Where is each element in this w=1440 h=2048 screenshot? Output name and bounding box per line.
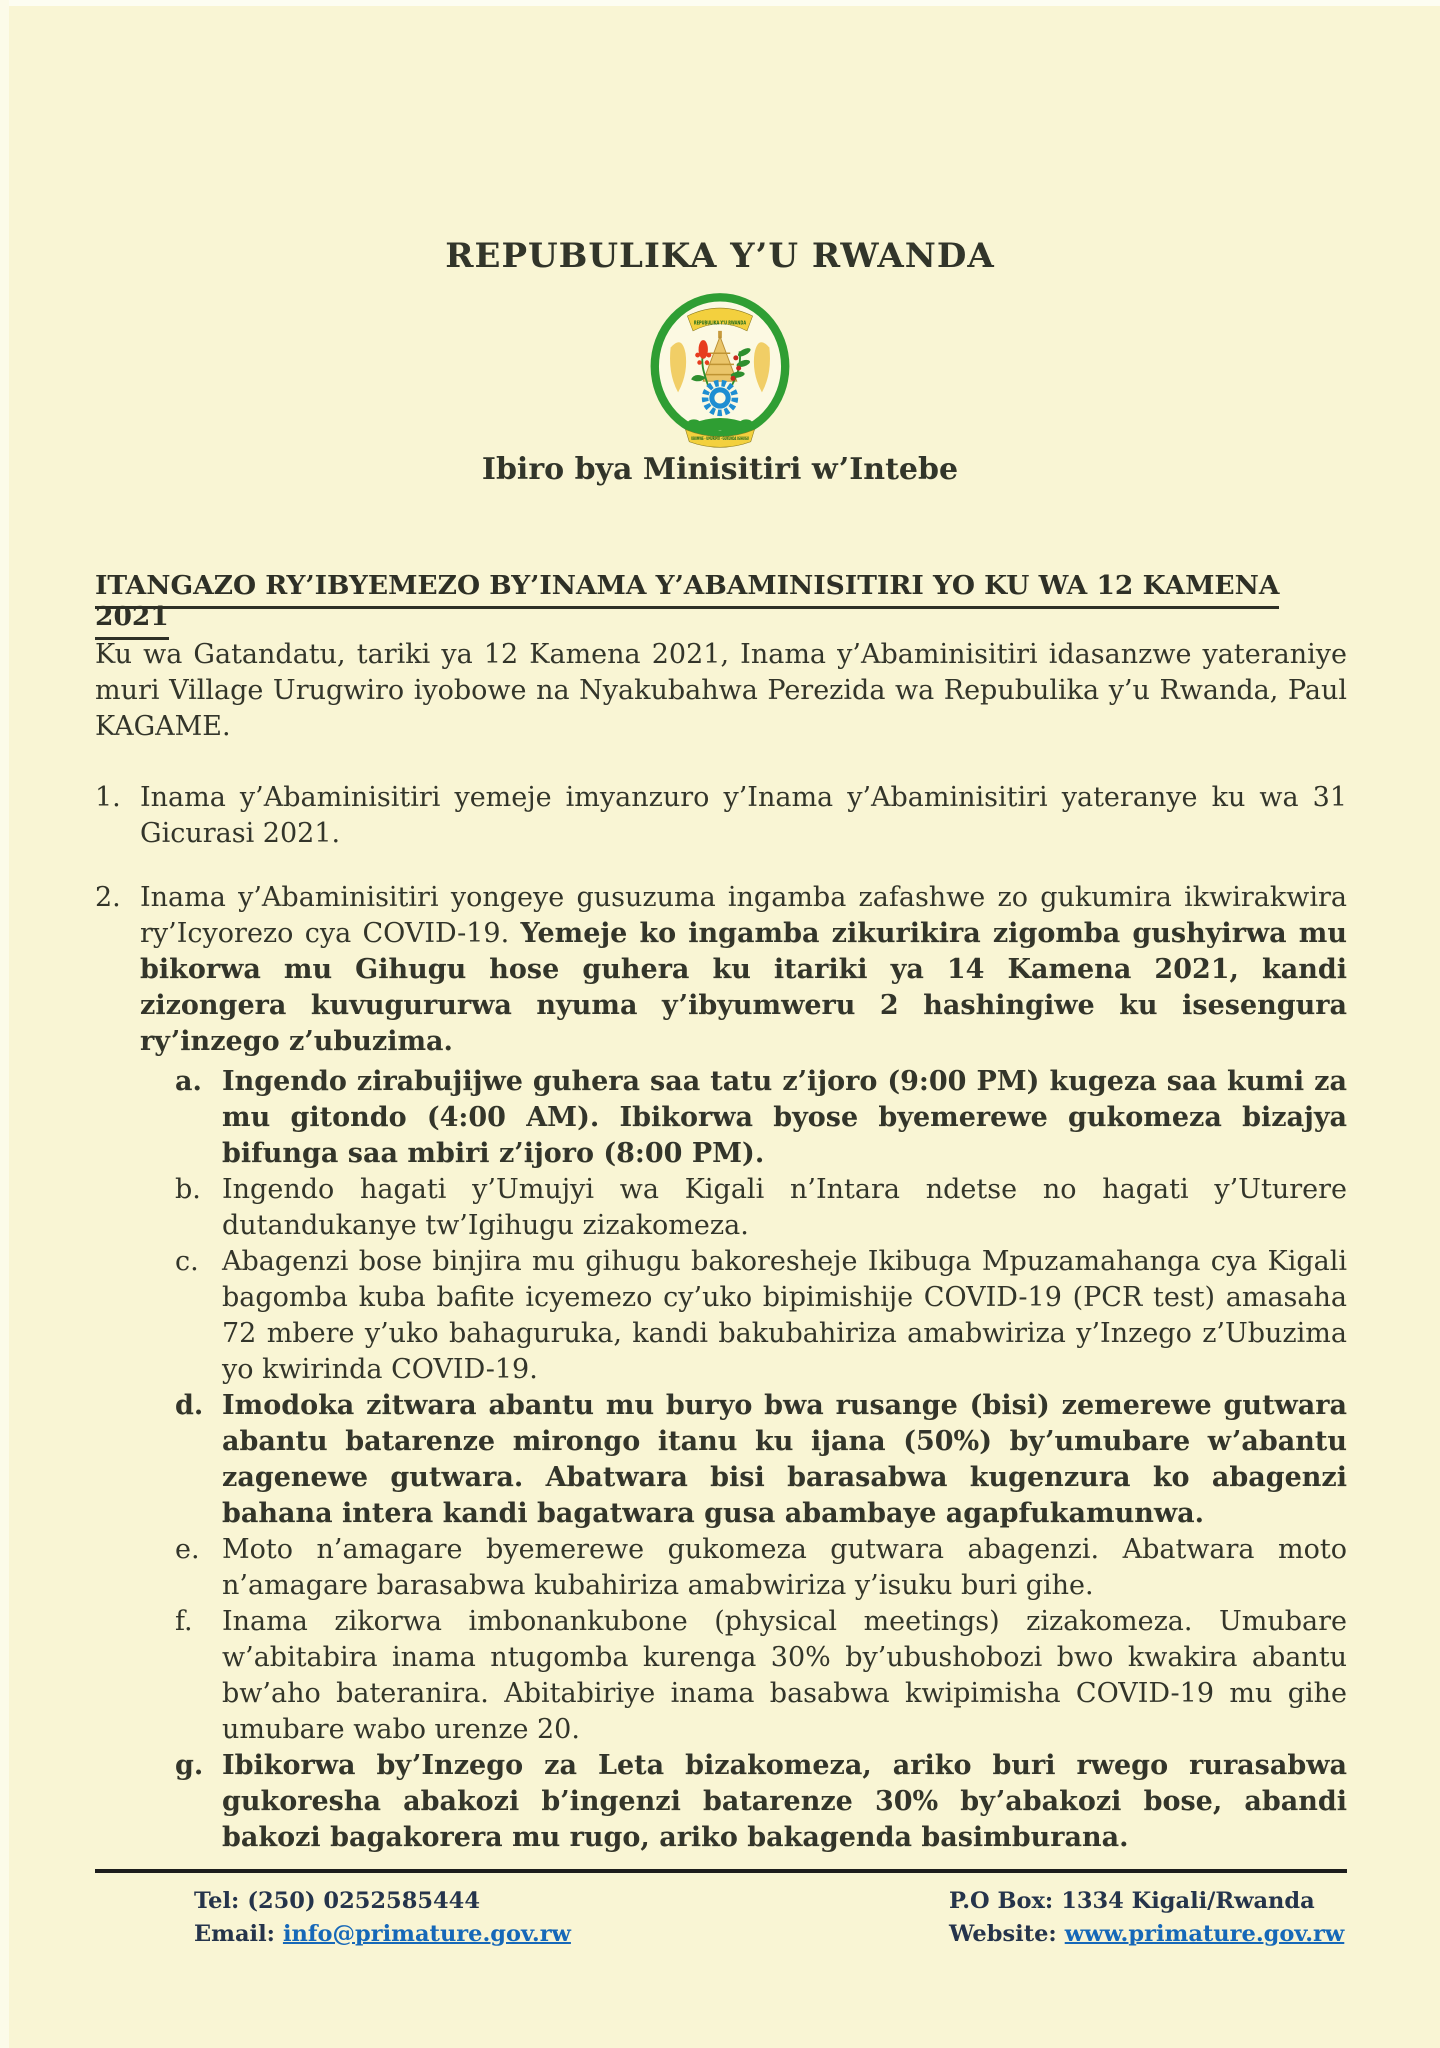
emblem-base-knot: [686, 418, 753, 432]
tel-value: (250) 0252585444: [247, 1888, 480, 1914]
pobox-value: 1334 Kigali/Rwanda: [1061, 1888, 1315, 1914]
item-text: [140, 880, 1347, 1060]
sub-item-letter: b.: [175, 1174, 201, 1205]
lettered-sublist: [175, 1064, 1347, 1856]
sub-item-text: Imodoka zitwara abantu mu buryo bwa rusange (bisi) zemerewe gutwara abantu batarenze mirongo itanu ku ijana (50%) by’umubare w’abantu zagenewe gutwara. Abatwara bisi barasabwa kugenzura ko abagenzi bahana intera kandi bagatwara gusa abambaye agapfukamunwa.: [222, 1390, 1347, 1529]
sub-item-letter: e.: [175, 1534, 200, 1565]
emblem-motto-text: UBUMWE · UMURIMO · GUKUNDA IGIHUGU: [691, 435, 749, 441]
sub-item-c: [175, 1244, 1347, 1388]
footer: [95, 1869, 1347, 2013]
sub-item-text: Abagenzi bose binjira mu gihugu bakoresheje Ikibuga Mpuzamahanga cya Kigali bagomba kuba bafite icyemezo cy’uko bipimishije COVID-19 (PCR test) amasaha 72 mbere y’uko bahaguruka, kandi bakubahiriza amabwiriza y’Inzego z’Ubuzima yo kwirinda COVID-19.: [222, 1246, 1347, 1385]
emblem-gear-center: [714, 392, 725, 403]
sub-item-g: [175, 1748, 1347, 1856]
numbered-item-1: [95, 780, 1347, 852]
item-number: 2.: [95, 882, 121, 913]
email-link[interactable]: info@primature.gov.rw: [282, 1921, 571, 1947]
footer-left-column: [194, 1885, 571, 1951]
tel-label: Tel:: [194, 1888, 240, 1914]
republic-title: REPUBULIKA Y’U RWANDA: [445, 236, 995, 276]
intro-paragraph: Ku wa Gatandatu, tariki ya 12 Kamena 2021, Inama y’Abaminisitiri idasanzwe yateraniye muri Village Urugwiro iyobowe na Nyakubahwa Perezida wa Repubulika y’u Rwanda, Paul KAGAME.: [95, 639, 1347, 742]
sub-item-text: Moto n’amagare byemerewe gukomeza gutwara abagenzi. Abatwara moto n’amagare barasabwa kubahiriza amabwiriza y’isuku buri gihe.: [222, 1534, 1347, 1601]
sub-item-f: [175, 1604, 1347, 1748]
footer-right-column: [949, 1885, 1344, 1951]
office-title: Ibiro bya Minisitiri w’Intebe: [481, 452, 959, 487]
sub-item-text: Ibikorwa by’Inzego za Leta bizakomeza, ariko buri rwego rurasabwa gukoresha abakozi b’ingenzi batarenze 30% by’abakozi bose, abandi bakozi bagakorera mu rugo, ariko bakagenda basimburana.: [222, 1750, 1347, 1853]
sub-item-text: Ingendo zirabujijwe guhera saa tatu z’ijoro (9:00 PM) kugeza saa kumi za mu gitondo (4:00 AM). Ibikorwa byose byemerewe gukomeza bizajya bifunga saa mbiri z’ijoro (8:00 PM).: [222, 1066, 1347, 1169]
sub-item-a: [175, 1064, 1347, 1172]
item-number: 1.: [95, 782, 121, 813]
item-text-bold: Yemeje ko ingamba zikurikira zigomba gushyirwa mu bikorwa mu Gihugu hose guhera ku itariki ya 14 Kamena 2021, kandi zizongera kuvugururwa nyuma y’ibyumweru 2 hashingiwe ku isesengura ry’inzego z’ubuzima.: [140, 918, 1347, 1057]
website-label: Website:: [949, 1921, 1057, 1947]
sub-item-letter: f.: [175, 1606, 193, 1637]
document-title-text: ITANGAZO RY’IBYEMEZO BY’INAMA Y’ABAMINISITIRI YO KU WA 12 KAMENA 2021: [95, 570, 1279, 640]
sub-item-text: Inama zikorwa imbonankubone (physical meetings) zizakomeza. Umubare w’abitabira inama ntugomba kurenga 30% by’ubushobozi bwo kwakira abantu bw’aho bateranira. Abitabiriye inama basabwa kwipimisha COVID-19 mu gihe umubare wabo urenze 20.: [222, 1606, 1347, 1745]
sub-item-letter: a.: [175, 1066, 202, 1097]
item-text-normal: Inama y’Abaminisitiri yongeye gusuzuma ingamba zafashwe zo gukumira ikwirakwira ry’Icyorezo cya COVID-19.: [140, 882, 1347, 949]
sub-item-letter: c.: [175, 1246, 199, 1277]
sub-item-text: Ingendo hagati y’Umujyi wa Kigali n’Intara ndetse no hagati y’Uturere dutandukanye tw’Igihugu zizakomeza.: [222, 1174, 1347, 1241]
footer-email-row: [194, 1918, 571, 1951]
sub-item-b: [175, 1172, 1347, 1244]
sub-item-letter: g.: [175, 1750, 204, 1781]
website-link[interactable]: www.primature.gov.rw: [1064, 1921, 1345, 1947]
sub-item-letter: d.: [175, 1390, 204, 1421]
footer-pobox-row: [949, 1885, 1344, 1918]
pobox-label: P.O Box:: [949, 1888, 1054, 1914]
email-label: Email:: [194, 1921, 275, 1947]
document-title: [95, 570, 1347, 632]
item-text: Inama y’Abaminisitiri yemeje imyanzuro y’Inama y’Abaminisitiri yateranye ku wa 31 Gicurasi 2021.: [140, 782, 1347, 849]
footer-tel-row: [194, 1885, 571, 1918]
sub-item-d: [175, 1388, 1347, 1532]
numbered-item-2: [95, 880, 1347, 1060]
sub-item-e: [175, 1532, 1347, 1604]
emblem-banner-text: REPUBULIKA Y'U RWANDA: [693, 320, 747, 327]
rwanda-coat-of-arms-icon: [644, 288, 796, 452]
footer-website-row: [949, 1918, 1344, 1951]
